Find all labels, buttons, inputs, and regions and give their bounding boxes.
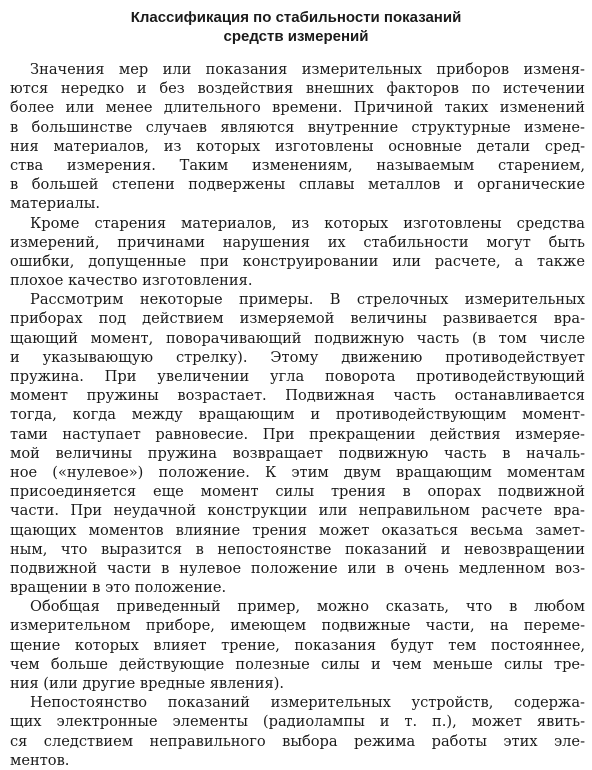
text-line: ются нередко и без воздействия внешних факторов по истечении: [10, 80, 585, 98]
text-line: в большей степени подвержены сплавы металлов и органические: [10, 176, 585, 194]
text-line: измерений, причинами нарушения их стабильности могут быть: [10, 233, 585, 251]
text-line: и указывающую стрелку). Этому движению противодействует: [10, 348, 585, 366]
text-line: ния (или другие вредные явления).: [10, 675, 285, 692]
text-line: присоединяется еще момент силы трения в опорах подвижной: [10, 483, 585, 501]
text-line: ное («нулевое») положение. К этим двум вращающим моментам: [10, 463, 585, 481]
text-line: ства измерения. Таким изменениям, называемым старением,: [10, 156, 585, 174]
text-line: щающий момент, поворачивающий подвижную часть (в том числе: [10, 329, 585, 347]
text-line: ным, что выразится в непостоянстве показаний и невозвращении: [10, 540, 585, 558]
text-line: тогда, когда между вращающим и противодействующим момент-: [10, 406, 585, 424]
text-line: мой величины пружина возвращает подвижную часть в началь-: [10, 444, 585, 462]
text-line: Значения мер или показания измерительных приборов изменя-: [30, 61, 585, 78]
text-line: ментов.: [10, 751, 70, 769]
text-line: ошибки, допущенные при конструировании или расчете, а также: [10, 252, 585, 270]
text-line: подвижной части в нулевое положение или в очень медленном воз-: [10, 559, 585, 577]
text-line: приборах под действием измеряемой величины развивается вра-: [10, 310, 585, 328]
text-line: ся следствием неправильного выбора режима работы этих эле-: [10, 732, 585, 750]
text-line: Непостоянство показаний измерительных устройств, содержа-: [30, 694, 585, 712]
section-title: [0, 8, 592, 46]
text-line: в большинстве случаев являются внутренние структурные измене-: [10, 118, 585, 136]
text-line: части. При неудачной конструкции или неправильном расчете вра-: [10, 502, 585, 520]
text-line: более или менее длительного времени. Причиной таких изменений: [10, 99, 585, 117]
text-line: плохое качество изготовления.: [10, 272, 253, 290]
text-line: материалы.: [10, 195, 101, 213]
section-title-line: Классификация по стабильности показаний: [130, 9, 462, 26]
text-line: момент пружины возрастает. Подвижная часть останавливается: [10, 387, 585, 405]
section-title-line: средств измерений: [223, 28, 369, 45]
text-line: пружина. При увеличении угла поворота противодействующий: [10, 368, 585, 385]
text-line: ния материалов, из которых изготовлены основные детали сред-: [10, 137, 585, 155]
text-line: чем больше действующие полезные силы и чем меньше силы тре-: [10, 655, 585, 673]
text-line: щение которых влияет трение, показания будут тем постояннее,: [10, 636, 585, 654]
text-line: вращении в это положение.: [10, 579, 227, 597]
text-line: Обобщая приведенный пример, можно сказать, что в любом: [30, 598, 585, 616]
text-line: Кроме старения материалов, из которых изготовлены средства: [30, 214, 585, 232]
text-line: щих электронные элементы (радиолампы и т. п.), может явить-: [10, 713, 585, 731]
text-line: тами наступает равновесие. При прекращении действия измеряе-: [10, 425, 585, 443]
text-line: Рассмотрим некоторые примеры. В стрелочных измерительных: [30, 291, 585, 309]
document-body: [10, 60, 585, 770]
text-line: измерительном приборе, имеющем подвижные части, на переме-: [10, 617, 585, 635]
text-line: щающих моментов влияние трения может оказаться весьма замет-: [10, 521, 585, 539]
